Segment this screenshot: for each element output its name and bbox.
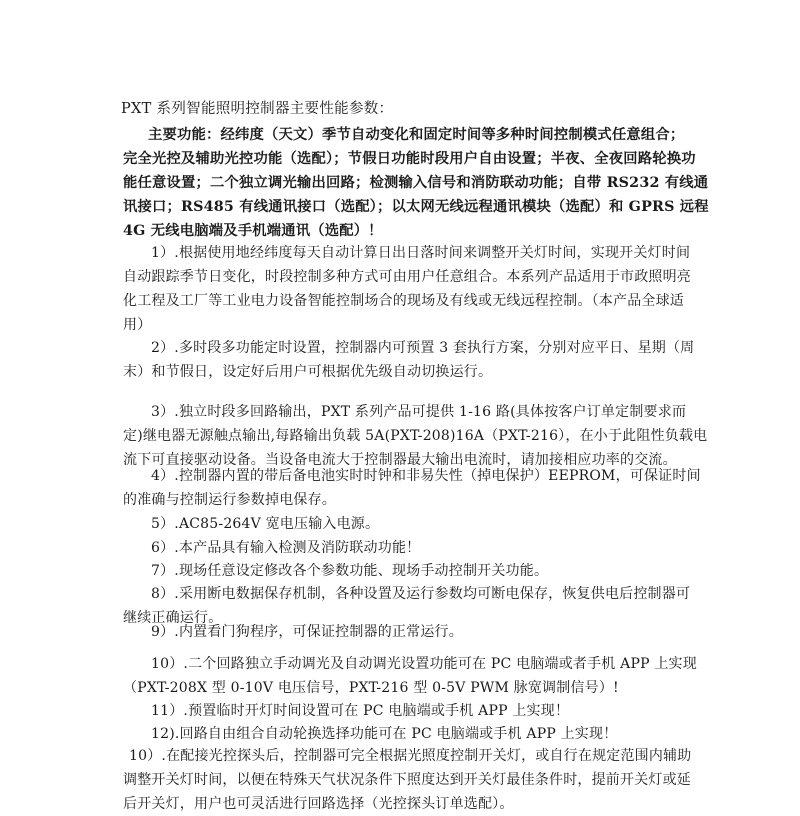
text-line: 10）.二个回路独立手动调光及自动调光设置功能可在 PC 电脑端或者手机 APP 上实现 [151, 656, 697, 672]
text-line: 用） [123, 317, 152, 333]
item-6-line: 6）.本产品具有输入检测及消防联动功能！ [151, 540, 421, 556]
text-line: 末）和节假日，设定好后用户可根据优先级自动切换运行。 [123, 364, 493, 380]
main-function-paragraph [123, 123, 709, 243]
text-line: 调整开关灯时间，以便在特殊天气状况条件下照度达到开关灯最佳条件时，提前开关灯或延 [123, 772, 691, 788]
item-11-line: 11）.预置临时开灯时间设置可在 PC 电脑端或手机 APP 上实现！ [151, 703, 570, 719]
text-line: 定)继电器无源触点输出,每路输出负载 5A(PXT-208)16A（PXT-216），在小于此阻性负载电 [123, 428, 708, 444]
item-5-line: 5）.AC85-264V 宽电压输入电源。 [151, 516, 380, 532]
text-line: 10）.在配接光控探头后，控制器可完全根据光照度控制开关灯，或自行在规定范围内辅助 [129, 748, 692, 764]
text-line: 继续正确运行。 [123, 610, 223, 626]
text-line: 4）.控制器内置的带后备电池实时时钟和非易失性（掉电保护）EEPROM，可保证时间 [151, 468, 701, 484]
text-line: 后开关灯，用户也可灵活进行回路选择（光控探头订单选配）。 [123, 796, 514, 812]
text-line: 化工程及工厂等工业电力设备智能控制场合的现场及有线或无线远程控制。（本产品全球适 [123, 293, 684, 309]
item-12-line: 12).回路自由组合自动轮换选择功能可在 PC 电脑端或手机 APP 上实现！ [151, 726, 618, 742]
document-title: PXT 系列智能照明控制器主要性能参数： [121, 101, 394, 117]
text-line: （PXT-208X 型 0-10V 电压信号，PXT-216 型 0-5V PWM 脉宽调制信号）! [123, 680, 619, 696]
item-4-paragraph [123, 464, 701, 512]
text-line: 主要功能：经纬度（天文）季节自动变化和固定时间等多种时间控制模式任意组合； [148, 127, 685, 143]
item-13-paragraph [123, 744, 691, 816]
text-line: 的准确与控制运行参数掉电保存。 [123, 492, 336, 508]
text-line: 4G 无线电脑端及手机端通讯（选配）！ [123, 223, 383, 239]
text-line: 8）.采用断电数据保存机制，各种设置及运行参数均可断电保存，恢复供电后控制器可 [151, 586, 691, 602]
item-9-line: 9）.内置看门狗程序，可保证控制器的正常运行。 [151, 624, 463, 640]
text-line: 讯接口；RS485 有线通讯接口（选配）；以太网无线远程通讯模块（选配）和 GPRS 远程 [123, 199, 709, 215]
item-1-paragraph [123, 241, 691, 337]
text-line: 2）.多时段多功能定时设置，控制器内可预置 3 套执行方案，分别对应平日、星期（周 [151, 340, 695, 356]
item-10-paragraph [123, 652, 697, 700]
text-line: 能任意设置；二个独立调光输出回路；检测输入信号和消防联动功能；自带 RS232 有线通 [123, 175, 709, 191]
text-line: 流下可直接驱动设备。当设备电流大于控制器最大输出电流时，请加接相应功率的交流。 [123, 452, 677, 468]
item-7-line: 7）.现场任意设定修改各个参数功能、现场手动控制开关功能。 [151, 563, 549, 579]
item-2-paragraph [123, 336, 694, 384]
item-3-paragraph [123, 400, 707, 472]
text-line: 3）.独立时段多回路输出，PXT 系列产品可提供 1-16 路(具体按客户订单定制要求而 [151, 404, 687, 420]
text-line: 自动跟踪季节日变化，时段控制多种方式可由用户任意组合。本系列产品适用于市政照明亮 [123, 269, 691, 285]
text-line: 完全光控及辅助光控功能（选配）；节假日功能时段用户自由设置；半夜、全夜回路轮换功 [123, 151, 696, 167]
text-line: 1）.根据使用地经纬度每天自动计算日出日落时间来调整开关灯时间，实现开关灯时间 [151, 245, 691, 261]
